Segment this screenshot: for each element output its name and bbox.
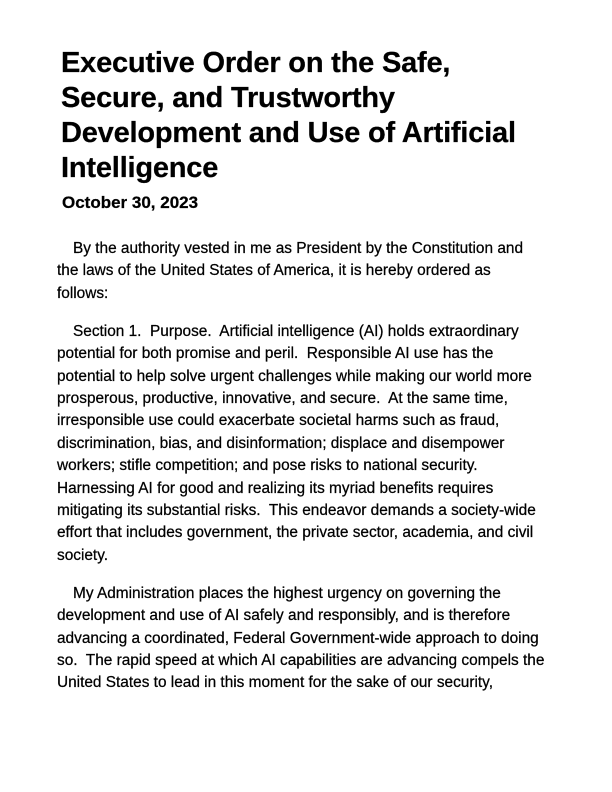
text-line: My Administration places the highest urgency on governing the — [73, 584, 501, 602]
text-line: development and use of AI safely and responsibly, and is therefore — [57, 607, 511, 625]
text-line: advancing a coordinated, Federal Government-wide approach to doing — [57, 629, 539, 647]
text-line: so. The rapid speed at which AI capabilities are advancing compels the — [57, 651, 545, 669]
text-line: the laws of the United States of America, it is hereby ordered as — [57, 262, 491, 280]
document-body — [57, 238, 567, 695]
paragraph-administration — [57, 583, 567, 695]
text-line: effort that includes government, the private sector, academia, and civil — [57, 524, 534, 542]
text-line: United States to lead in this moment for the sake of our security, — [57, 674, 493, 692]
text-line: Executive Order on the Safe, — [61, 47, 451, 79]
text-line: Development and Use of Artificial — [61, 117, 516, 149]
text-line: society. — [57, 546, 109, 564]
text-line: Section 1. Purpose. Artificial intelligence (AI) holds extraordinary — [73, 322, 519, 340]
text-line: irresponsible use could exacerbate societal harms such as fraud, — [57, 412, 500, 430]
paragraph-authority — [57, 238, 567, 305]
text-line: Secure, and Trustworthy — [61, 82, 395, 114]
text-line: Harnessing AI for good and realizing its myriad benefits requires — [57, 479, 494, 497]
text-line: workers; stifle competition; and pose risks to national security. — [57, 457, 478, 475]
document-title — [61, 46, 516, 186]
text-line: By the authority vested in me as President by the Constitution and — [73, 240, 524, 257]
text-line: mitigating its substantial risks. This endeavor demands a society-wide — [57, 501, 536, 519]
text-line: prosperous, productive, innovative, and secure. At the same time, — [57, 389, 508, 407]
paragraph-section-1-purpose — [57, 321, 567, 567]
text-line: potential to help solve urgent challenges while making our world more — [57, 367, 532, 385]
document-date: October 30, 2023 — [62, 193, 199, 212]
text-line: discrimination, bias, and disinformation; displace and disempower — [57, 434, 505, 452]
text-line: Intelligence — [61, 152, 219, 184]
text-line: potential for both promise and peril. Responsible AI use has the — [57, 345, 494, 363]
text-line: follows: — [57, 284, 109, 302]
